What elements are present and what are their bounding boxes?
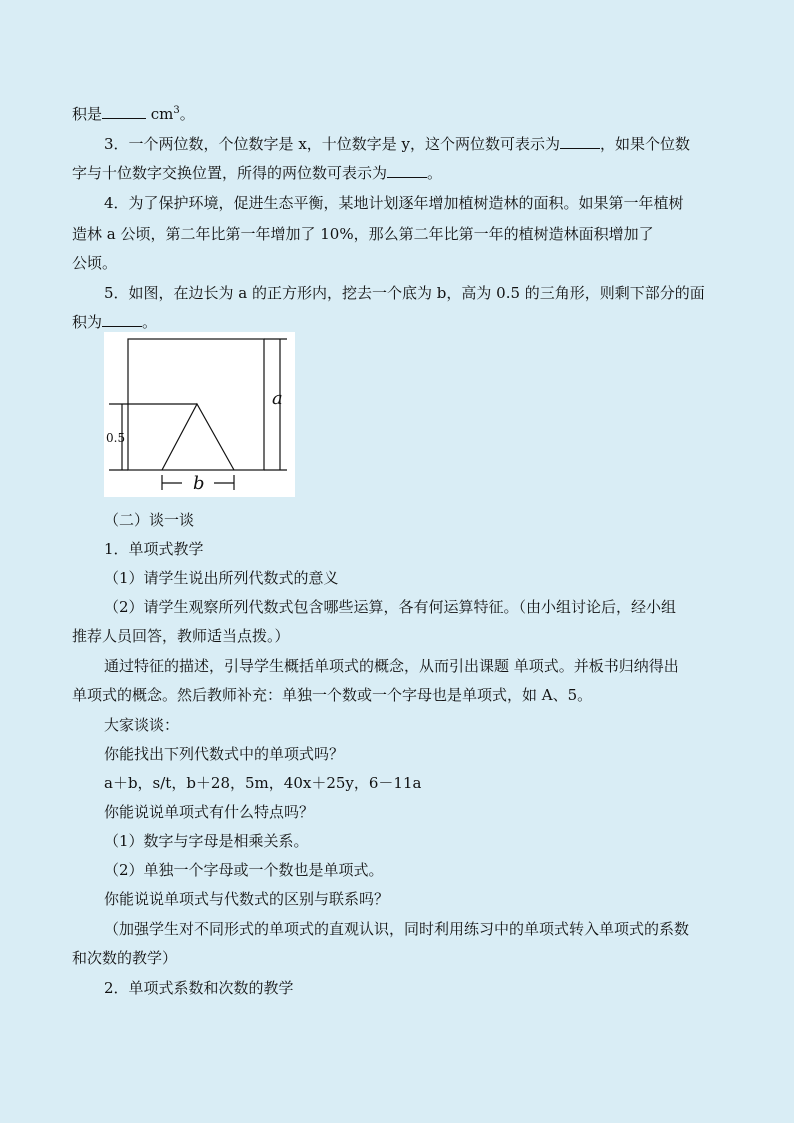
figure-svg xyxy=(104,332,295,497)
text: 。 xyxy=(179,105,195,123)
text: 积是 xyxy=(72,105,103,123)
paragraph-3: 你能找出下列代数式中的单项式吗？ xyxy=(104,745,345,763)
answer-blank xyxy=(387,163,427,178)
paragraph-2: 大家谈谈： xyxy=(104,716,180,734)
answer-blank xyxy=(102,104,146,119)
question-5-line-1: 5．如图，在边长为 a 的正方形内，挖去一个底为 b，高为 0.5 的三角形，则剩下部分的面 xyxy=(104,284,705,302)
text: 字与十位数字交换位置，所得的两位数可表示为 xyxy=(72,164,388,182)
text: 积为 xyxy=(72,313,103,331)
label-height: 0.5 xyxy=(106,431,126,445)
question-3-line-1 xyxy=(104,134,690,154)
answer-blank xyxy=(102,312,142,327)
paragraph-7: （2）单独一个字母或一个数也是单项式。 xyxy=(104,861,384,879)
line-volume-answer xyxy=(72,104,195,124)
paragraph-1-line-2: 单项式的概念。然后教师补充：单独一个数或一个字母也是单项式，如 A、5。 xyxy=(72,686,593,704)
question-5-line-2 xyxy=(72,312,157,332)
text: 。 xyxy=(142,313,158,331)
question-3-line-2 xyxy=(72,163,442,183)
expression-list: a＋b，s/t，b＋28，5m，40x＋25y，6－11a xyxy=(104,774,422,792)
paragraph-9-line-2: 和次数的教学） xyxy=(72,949,178,967)
paragraph-1-line-1: 通过特征的描述，引导学生概括单项式的概念，从而引出课题 单项式。并板书归纳得出 xyxy=(104,657,679,675)
label-b: b xyxy=(193,473,205,494)
text: 。 xyxy=(427,164,443,182)
section-title-talk: （二）谈一谈 xyxy=(104,511,195,529)
triangle-outline xyxy=(162,404,234,470)
subsection-1-title: 1．单项式教学 xyxy=(104,540,204,558)
text: cm xyxy=(146,105,174,123)
item-1-2-line-2: 推荐人员回答，教师适当点拨。） xyxy=(72,627,290,645)
paragraph-6: （1）数字与字母是相乘关系。 xyxy=(104,832,309,850)
text: 3．一个两位数，个位数字是 x，十位数字是 y，这个两位数可表示为 xyxy=(104,135,561,153)
label-a: a xyxy=(272,388,283,409)
subsection-2-title: 2．单项式系数和次数的教学 xyxy=(104,979,294,997)
item-1-2-line-1: （2）请学生观察所列代数式包含哪些运算，各有何运算特征。（由小组讨论后，经小组 xyxy=(104,598,677,616)
paragraph-8: 你能说说单项式与代数式的区别与联系吗？ xyxy=(104,890,390,908)
text: ，如果个位数 xyxy=(600,135,691,153)
question-4-line-3: 公顷。 xyxy=(72,254,118,272)
item-1-1: （1）请学生说出所列代数式的意义 xyxy=(104,569,339,587)
paragraph-5: 你能说说单项式有什么特点吗？ xyxy=(104,803,315,821)
superscript: 3 xyxy=(173,105,180,116)
question-4-line-2: 造林 a 公顷，第二年比第一年增加了 10%，那么第二年比第一年的植树造林面积增加了 xyxy=(72,225,654,243)
answer-blank xyxy=(560,134,600,149)
question-4-line-1: 4．为了保护环境，促进生态平衡，某地计划逐年增加植树造林的面积。如果第一年植树 xyxy=(104,194,684,212)
paragraph-9-line-1: （加强学生对不同形式的单项式的直观认识，同时利用练习中的单项式转入单项式的系数 xyxy=(104,920,690,938)
square-triangle-figure xyxy=(104,332,295,497)
